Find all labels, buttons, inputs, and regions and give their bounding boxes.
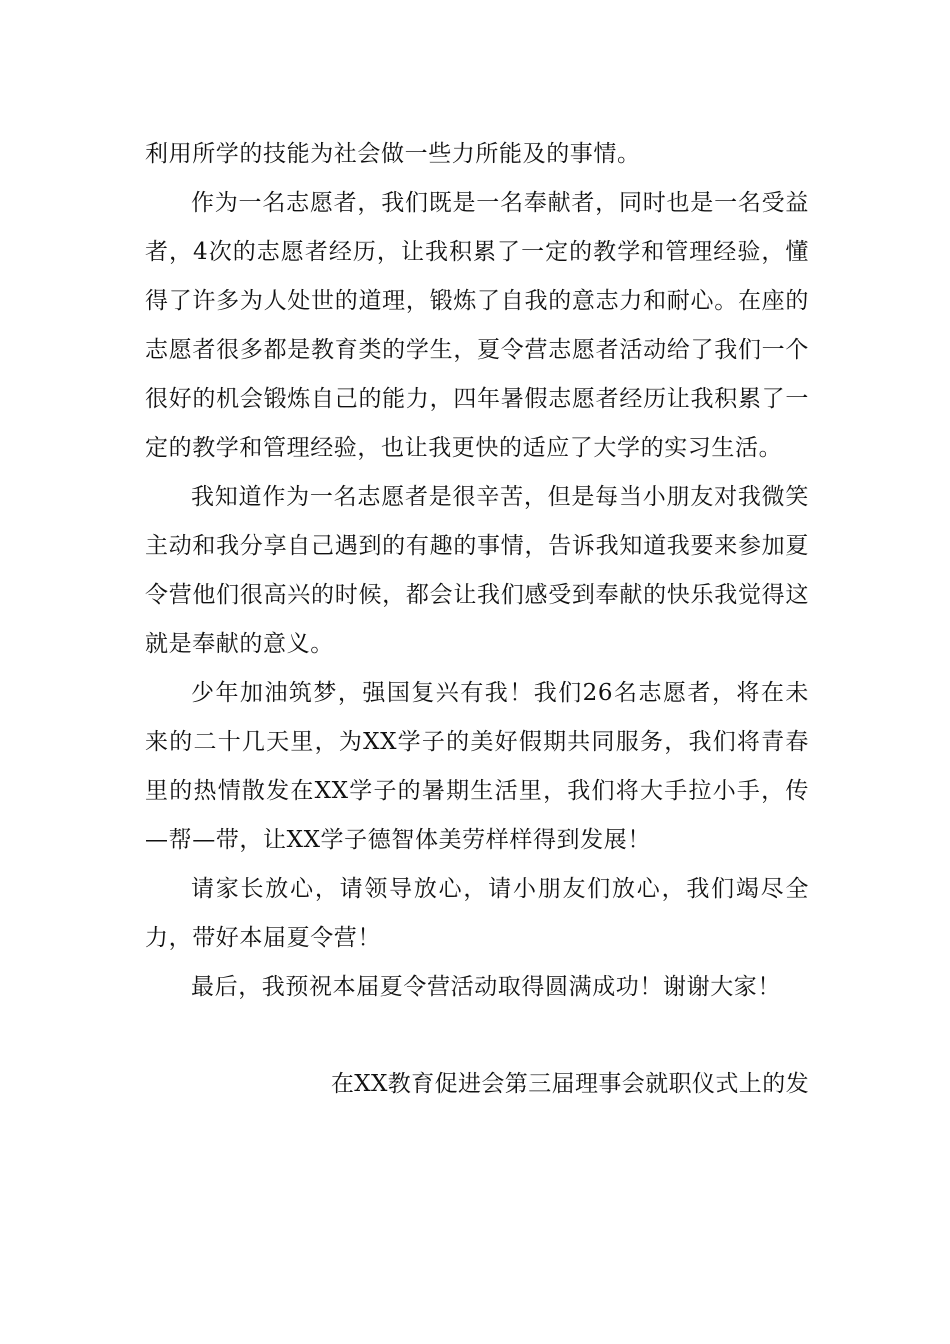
paragraph-volunteer-experience: 作为一名志愿者，我们既是一名奉献者，同时也是一名受益者，4次的志愿者经历，让我积累了一定的教学和管理经验，懂得了许多为人处世的道理，锻炼了自我的意志力和耐心。在座的志愿者很多都是教育类的学生，夏令营志愿者活动给了我们一个很好的机会锻炼自己的能力，四年暑假志愿者经历让我积累了一定的教学和管理经验，也让我更快的适应了大学的实习生活。	[145, 190, 809, 461]
paragraph-reassurance: 请家长放心，请领导放心，请小朋友们放心，我们竭尽全力，带好本届夏令营！	[145, 876, 809, 951]
paragraph-closing-wishes: 最后，我预祝本届夏令营活动取得圆满成功！谢谢大家！	[191, 974, 781, 1000]
paragraph-meaning-of-dedication: 我知道作为一名志愿者是很辛苦，但是每当小朋友对我微笑主动和我分享自己遇到的有趣的事情，告诉我知道我要来参加夏令营他们很高兴的时候，都会让我们感受到奉献的快乐我觉得这就是奉献的意义。	[145, 484, 809, 657]
document-body	[145, 130, 809, 1109]
next-speech-title: 在XX教育促进会第三届理事会就职仪式上的发	[330, 1071, 809, 1097]
paragraph-continuation: 利用所学的技能为社会做一些力所能及的事情。	[145, 141, 641, 167]
paragraph-youth-dream: 少年加油筑梦，强国复兴有我！我们26名志愿者，将在未来的二十几天里，为XX学子的美好假期共同服务，我们将青春里的热情散发在XX学子的暑期生活里，我们将大手拉小手，传—帮—带，让XX学子德智体美劳样样得到发展！	[145, 680, 809, 853]
